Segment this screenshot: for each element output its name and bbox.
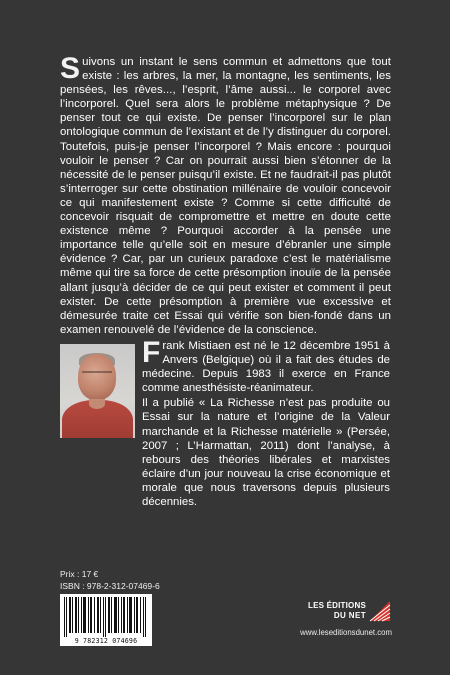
synopsis-text: uivons un instant le sens commun et admettons que tout existe : les arbres, la mer, la montagne, les sentiments, les pensées, les rêves..., l’esprit, l’âme aussi... le corporel avec l’incorporel. Quel sera alors le problème métaphysique ? De penser tout ce qui existe. De penser l’incorporel sur le plan ontologique commun de l’existant et de l’y distinguer du corporel. Toutefois, puis-je penser l’incorporel ? Mais encore : pourquoi vouloir le penser ? Car on pourrait aussi bien s’étonner de la nécessité de le penser puisqu’il existe. Et ne faudrait-il pas plutôt s’interroger sur cette obstination millénaire de vouloir concevoir ce qui manifestement existe ? Comme si cette difficulté de concevoir risquait de compromettre et mettre en doute cette existence même ? Pourquoi accorder à la pensée une importance telle qu’elle soit en mesure d’ébranler une simple évidence ? Car, par un curieux paradoxe c’est le matérialisme même qui tire sa force de cette présomption inouïe de la pensée allant jusqu’à décider de ce qui peut exister et comment il peut exister. De cette présomption à première vue excessive et démesurée traite cet Essai qui vérifie son bien-fondé dans un examen renouvelé de l’évidence de la conscience.: [60, 56, 391, 336]
barcode-digits: 9 782312 074696: [74, 637, 138, 645]
publisher-name-line2: DU NET: [333, 611, 366, 620]
barcode-bars: [64, 597, 148, 637]
isbn-label: ISBN : 978-2-312-07469-6: [60, 581, 160, 591]
publisher-website: www.leseditionsdunet.com: [300, 628, 392, 637]
author-bio-paragraph-1: [142, 336, 390, 395]
price-label: Prix : 17 €: [60, 569, 99, 579]
publisher-name-line1: LES ÉDITIONS: [308, 601, 366, 610]
publisher-logo: [296, 599, 392, 623]
publisher-mark-icon: [368, 599, 392, 623]
author-bio-text-1: rank Mistiaen est né le 12 décembre 1951 à Anvers (Belgique) où il a fait des études de médecine. Depuis 1983 il exerce en France comme anesthésiste-réanimateur.: [142, 340, 390, 395]
author-bio-dropcap: F: [142, 336, 161, 369]
author-bio-paragraph-2: Il a publié « La Richesse n’est pas produite ou Essai sur la nature et l’origine de la Valeur marchande et la Richesse matérielle » (Persée, 2007 ; L’Harmattan, 2011) dont l’analyse, à rebours des théories libérales et marxistes éclaire d’un jour nouveau la crise économique et morale que nous traversons depuis plusieurs décennies.: [142, 397, 390, 509]
price-isbn-block: [60, 568, 160, 592]
author-photo: [60, 344, 135, 438]
synopsis-paragraph: [60, 52, 391, 337]
author-bio: [142, 336, 390, 509]
barcode: [60, 594, 152, 646]
synopsis-dropcap: S: [60, 52, 81, 85]
